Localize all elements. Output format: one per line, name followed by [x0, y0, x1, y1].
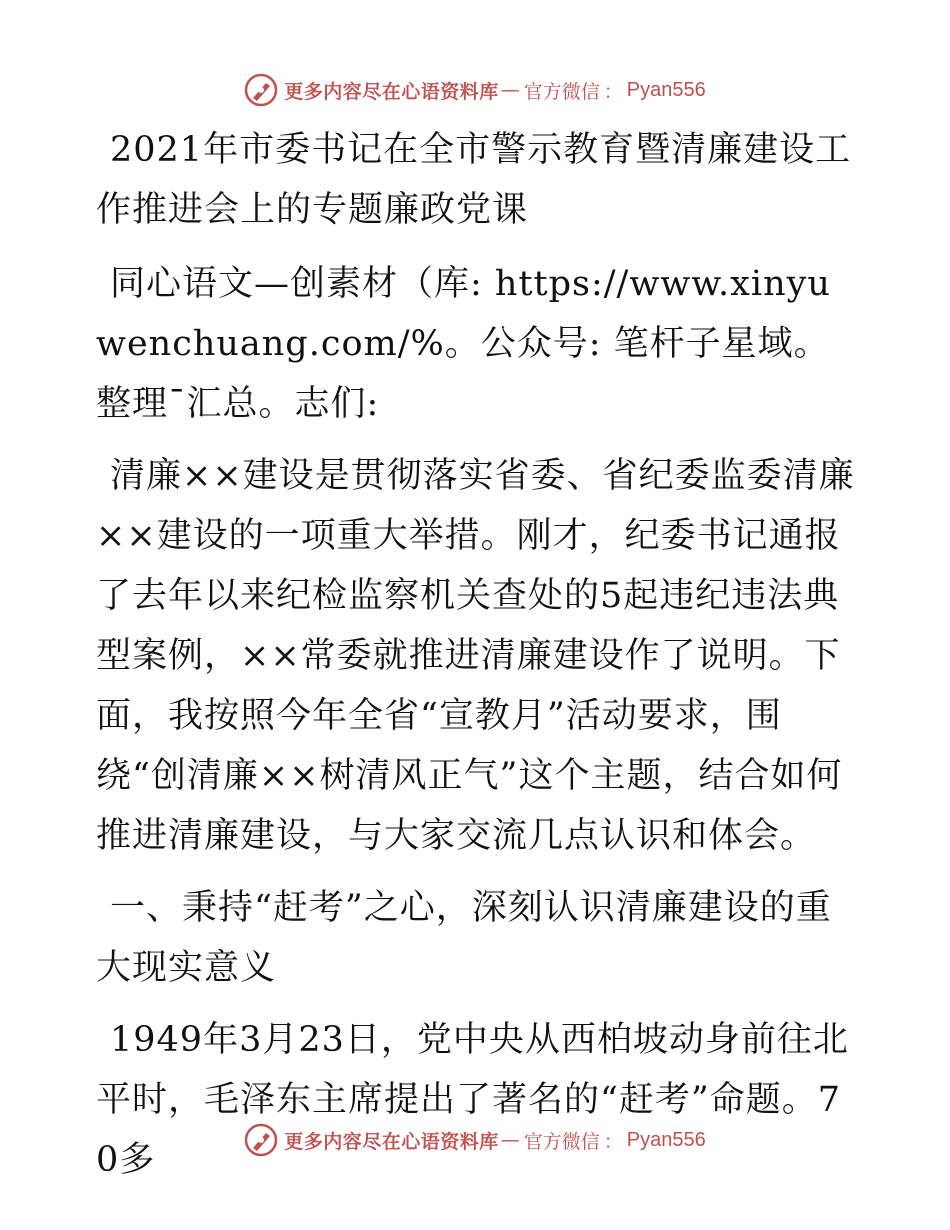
- document-title: 2021年市委书记在全市警示教育暨清廉建设工作推进会上的专题廉政党课: [96, 130, 852, 230]
- watermark-colon: ：: [603, 1130, 623, 1153]
- section-1-paragraph: 1949年3月23日，党中央从西柏坡动身前往北平时，毛泽东主席提出了著名的“赶考”命题。70多: [96, 1020, 849, 1180]
- watermark-wechat-id: Pyan556: [626, 78, 706, 101]
- watermark-footer: [0, 1120, 950, 1160]
- source-paragraph: 同心语文—创素材（库: https://www.xinyuwenchuang.com/%。公众号: 笔杆子星域。整理¯汇总。志们:: [96, 264, 831, 424]
- watermark-wechat-label: 官方微信: [523, 80, 600, 103]
- intro-paragraph: 清廉××建设是贯彻落实省委、省纪委监委清廉××建设的一项重大举措。刚才，纪委书记通报了去年以来纪检监察机关查处的5起违纪违法典型案例，××常委就推进清廉建设作了说明。下面，我按照今年全省“宣教月”活动要求，围绕“创清廉××树清风正气”这个主题，结合如何推进清廉建设，与大家交流几点认识和体会。: [96, 456, 855, 856]
- pen-logo-icon: [244, 73, 278, 107]
- pen-logo-icon: [244, 1123, 278, 1157]
- watermark-wechat-id: Pyan556: [626, 1128, 706, 1151]
- watermark-text: 更多内容尽在心语资料库: [284, 80, 499, 103]
- watermark-separator: —: [500, 1129, 520, 1151]
- document-body: [96, 120, 856, 1202]
- watermark-wechat-label: 官方微信: [523, 1130, 600, 1153]
- watermark-colon: ：: [603, 80, 623, 103]
- section-1-heading: 一、秉持“赶考”之心，深刻认识清廉建设的重大现实意义: [96, 888, 832, 988]
- watermark-separator: —: [500, 79, 520, 101]
- watermark-header: [0, 70, 950, 110]
- watermark-text: 更多内容尽在心语资料库: [284, 1130, 499, 1153]
